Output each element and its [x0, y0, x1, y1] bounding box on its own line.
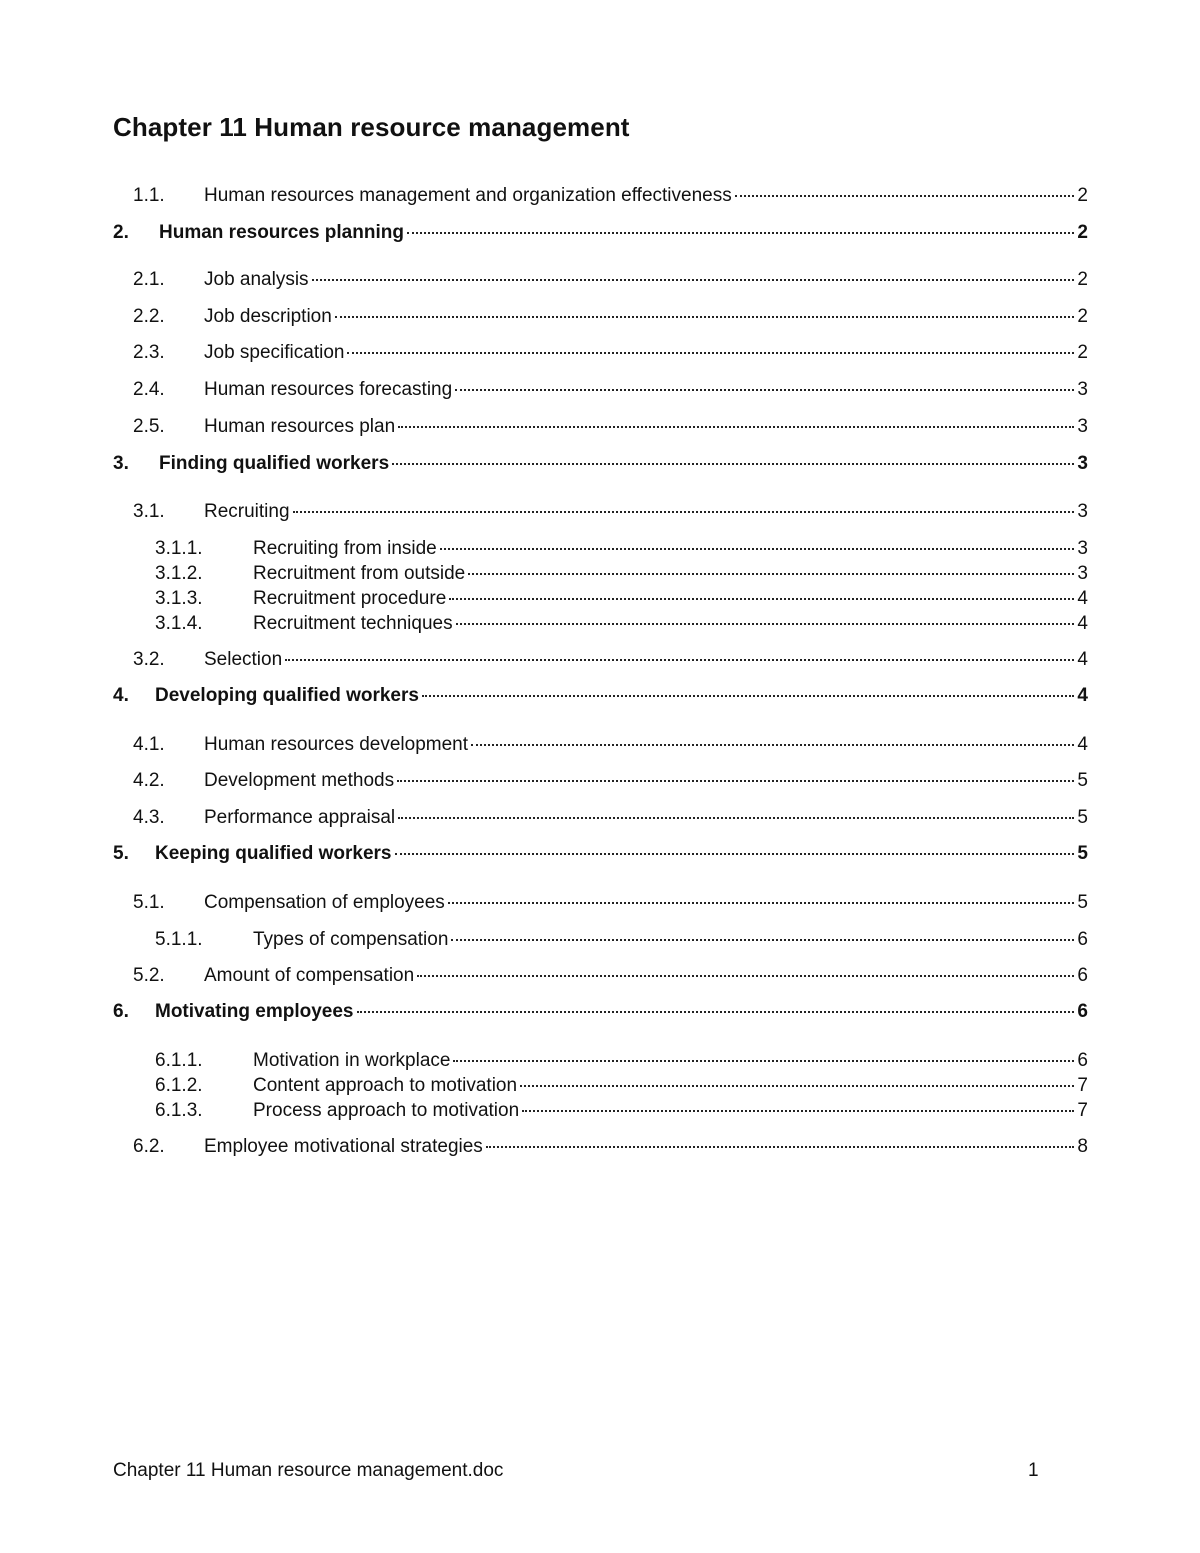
- toc-dot-leader: [449, 579, 1074, 600]
- toc-dot-leader: [395, 834, 1075, 855]
- toc-entry-number: 4.2.: [133, 770, 165, 791]
- toc-entry-title: Development methods: [204, 770, 395, 791]
- toc-entry-page: 5: [1077, 807, 1088, 828]
- toc-entry[interactable]: [113, 1131, 1088, 1155]
- toc-entry-page: 6: [1077, 1050, 1088, 1071]
- toc-entry-page: 5: [1077, 892, 1088, 913]
- toc-entry[interactable]: [113, 217, 1088, 241]
- toc-entry-number: 3.: [113, 453, 129, 474]
- toc-entry-page: 7: [1077, 1075, 1088, 1096]
- toc-dot-leader: [456, 604, 1075, 625]
- toc-dot-leader: [347, 333, 1074, 354]
- toc-entry-number: 5.2.: [133, 965, 165, 986]
- toc-entry[interactable]: [113, 838, 1088, 862]
- toc-entry-title: Human resources plan: [204, 416, 396, 437]
- toc-entry-number: 6.: [113, 1001, 129, 1022]
- toc-entry-number: 2.4.: [133, 379, 165, 400]
- toc-entry-title: Selection: [204, 649, 283, 670]
- toc-entry-number: 4.3.: [133, 807, 165, 828]
- toc-dot-leader: [468, 554, 1074, 575]
- toc-entry-title: Motivating employees: [155, 1001, 354, 1022]
- toc-dot-leader: [285, 640, 1074, 661]
- toc-entry[interactable]: [113, 765, 1088, 789]
- toc-dot-leader: [453, 1041, 1074, 1062]
- toc-dot-leader: [398, 407, 1074, 428]
- toc-entry-number: 4.1.: [133, 734, 165, 755]
- toc-entry-title: Job analysis: [204, 269, 309, 290]
- toc-entry[interactable]: [113, 644, 1088, 668]
- toc-dot-leader: [448, 883, 1075, 904]
- toc-entry-title: Performance appraisal: [204, 807, 396, 828]
- toc-dot-leader: [735, 176, 1075, 197]
- toc-entry-number: 1.1.: [133, 185, 165, 206]
- toc-entry-page: 6: [1077, 1001, 1088, 1022]
- toc-entry-number: 3.1.2.: [155, 563, 203, 584]
- toc-entry-title: Job description: [204, 306, 332, 327]
- toc-entry[interactable]: [113, 887, 1088, 911]
- toc-entry[interactable]: [113, 374, 1088, 398]
- toc-dot-leader: [293, 492, 1075, 513]
- toc-entry-number: 3.1.: [133, 501, 165, 522]
- toc-entry-title: Process approach to motivation: [253, 1100, 520, 1121]
- toc-entry-page: 3: [1077, 416, 1088, 437]
- toc-dot-leader: [522, 1091, 1074, 1112]
- toc-entry-page: 8: [1077, 1136, 1088, 1157]
- toc-entry-number: 6.2.: [133, 1136, 165, 1157]
- toc-entry-number: 2.3.: [133, 342, 165, 363]
- toc-entry-title: Developing qualified workers: [155, 685, 419, 706]
- toc-entry-number: 3.2.: [133, 649, 165, 670]
- toc-entry-title: Recruiting from inside: [253, 538, 437, 559]
- toc-entry[interactable]: [113, 802, 1088, 826]
- toc-dot-leader: [455, 370, 1074, 391]
- toc-dot-leader: [335, 297, 1075, 318]
- toc-entry-title: Content approach to motivation: [253, 1075, 518, 1096]
- toc-entry-page: 4: [1077, 685, 1088, 706]
- toc-entry-page: 3: [1077, 538, 1088, 559]
- toc-entry[interactable]: [113, 264, 1088, 288]
- toc-entry-page: 6: [1077, 965, 1088, 986]
- toc-entry-title: Recruitment from outside: [253, 563, 466, 584]
- toc-entry[interactable]: [113, 680, 1088, 704]
- toc-entry[interactable]: [113, 496, 1088, 520]
- toc-entry-number: 4.: [113, 685, 129, 706]
- toc-entry-number: 3.1.1.: [155, 538, 203, 559]
- toc-dot-leader: [440, 529, 1075, 550]
- toc-entry-title: Recruiting: [204, 501, 290, 522]
- toc-entry-number: 2.: [113, 222, 129, 243]
- toc-entry-title: Finding qualified workers: [159, 453, 390, 474]
- toc-dot-leader: [422, 676, 1074, 697]
- toc-entry[interactable]: [113, 1095, 1088, 1119]
- toc-dot-leader: [357, 992, 1075, 1013]
- toc-dot-leader: [397, 761, 1074, 782]
- toc-entry-page: 2: [1077, 185, 1088, 206]
- toc-entry[interactable]: [113, 924, 1088, 948]
- toc-entry-number: 3.1.3.: [155, 588, 203, 609]
- toc-entry-title: Employee motivational strategies: [204, 1136, 483, 1157]
- toc-entry-title: Job specification: [204, 342, 345, 363]
- toc-entry-page: 4: [1077, 734, 1088, 755]
- toc-entry-title: Motivation in workplace: [253, 1050, 451, 1071]
- toc-entry[interactable]: [113, 608, 1088, 632]
- toc-entry-page: 2: [1077, 222, 1088, 243]
- toc-entry-page: 3: [1077, 501, 1088, 522]
- toc-dot-leader: [471, 725, 1074, 746]
- toc-entry-page: 2: [1077, 269, 1088, 290]
- toc-entry-page: 4: [1077, 613, 1088, 634]
- toc-entry-title: Human resources planning: [159, 222, 404, 243]
- toc-dot-leader: [451, 920, 1074, 941]
- toc-entry-number: 6.1.1.: [155, 1050, 203, 1071]
- toc-entry-title: Recruitment techniques: [253, 613, 453, 634]
- toc-entry[interactable]: [113, 448, 1088, 472]
- toc-entry[interactable]: [113, 301, 1088, 325]
- toc-entry-number: 5.1.: [133, 892, 165, 913]
- footer-filename: Chapter 11 Human resource management.doc: [113, 1460, 504, 1481]
- toc-entry-title: Human resources development: [204, 734, 469, 755]
- toc-entry-page: 5: [1077, 770, 1088, 791]
- toc-entry-number: 2.1.: [133, 269, 165, 290]
- toc-entry[interactable]: [113, 960, 1088, 984]
- toc-entry-number: 6.1.2.: [155, 1075, 203, 1096]
- toc-entry-number: 2.5.: [133, 416, 165, 437]
- toc-entry[interactable]: [113, 411, 1088, 435]
- toc-entry-page: 4: [1077, 588, 1088, 609]
- toc-dot-leader: [392, 444, 1074, 465]
- toc-entry[interactable]: [113, 180, 1088, 204]
- toc-entry-number: 2.2.: [133, 306, 165, 327]
- toc-entry-page: 3: [1077, 453, 1088, 474]
- toc-entry-page: 4: [1077, 649, 1088, 670]
- toc-entry-title: Types of compensation: [253, 929, 449, 950]
- toc-entry-title: Recruitment procedure: [253, 588, 447, 609]
- toc-dot-leader: [312, 260, 1075, 281]
- toc-entry[interactable]: [113, 996, 1088, 1020]
- toc-entry-page: 7: [1077, 1100, 1088, 1121]
- toc-entry-title: Keeping qualified workers: [155, 843, 392, 864]
- document-title: Chapter 11 Human resource management: [113, 112, 630, 142]
- toc-entry-number: 3.1.4.: [155, 613, 203, 634]
- toc-entry[interactable]: [113, 337, 1088, 361]
- toc-dot-leader: [417, 956, 1074, 977]
- toc-entry-page: 6: [1077, 929, 1088, 950]
- toc-entry-title: Human resources forecasting: [204, 379, 453, 400]
- toc-entry-title: Compensation of employees: [204, 892, 445, 913]
- toc-entry-page: 5: [1077, 843, 1088, 864]
- toc-entry-title: Amount of compensation: [204, 965, 415, 986]
- toc-dot-leader: [520, 1066, 1074, 1087]
- toc-entry-page: 2: [1077, 306, 1088, 327]
- toc-dot-leader: [407, 213, 1074, 234]
- toc-entry-page: 3: [1077, 379, 1088, 400]
- toc-entry[interactable]: [113, 729, 1088, 753]
- toc-entry-title: Human resources management and organization effectiveness: [204, 185, 732, 206]
- toc-dot-leader: [398, 798, 1074, 819]
- toc-entry-number: 5.: [113, 843, 129, 864]
- toc-entry-page: 2: [1077, 342, 1088, 363]
- toc-entry-page: 3: [1077, 563, 1088, 584]
- toc-entry-number: 5.1.1.: [155, 929, 203, 950]
- toc-dot-leader: [486, 1127, 1075, 1148]
- footer-page-number: 1: [1028, 1460, 1039, 1481]
- toc-entry-number: 6.1.3.: [155, 1100, 203, 1121]
